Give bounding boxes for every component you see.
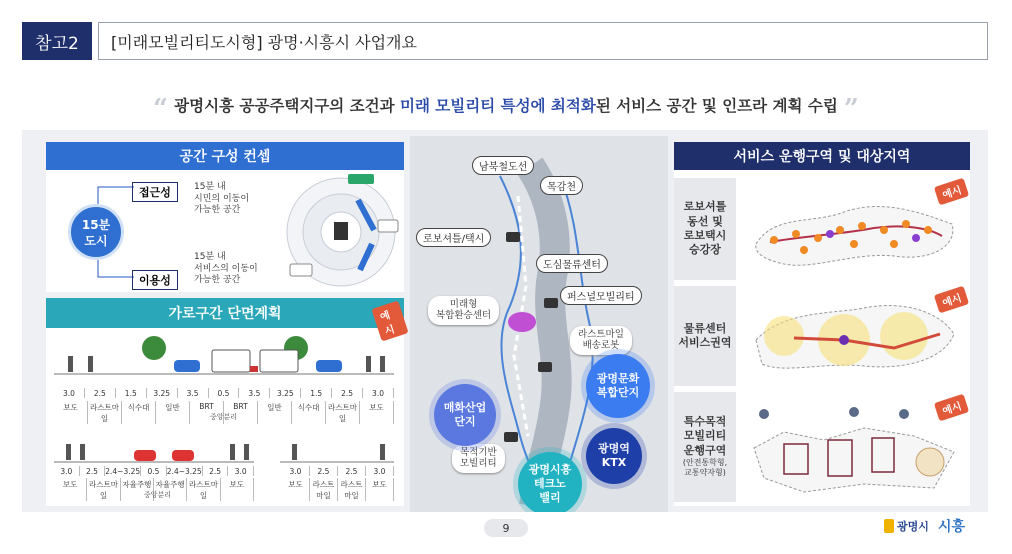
map-label-robotaxi: 로보셔틀/택시 (416, 228, 491, 247)
lane-label: 식수대 (122, 401, 156, 424)
headline-part2: 된 서비스 공간 및 인프라 계획 수립 (595, 97, 838, 115)
access-label: 접근성 (132, 182, 178, 202)
infographic (22, 130, 988, 512)
service-map-1 (744, 184, 964, 274)
district-map (410, 136, 668, 512)
access-desc-3: 가능한 공간 (194, 205, 241, 216)
map-label-purpose (452, 444, 505, 473)
lastmile-line1: 라스트마일 (578, 329, 624, 340)
culture-line2: 복합단지 (596, 386, 640, 399)
row3-l2: 모빌리티 (683, 429, 727, 443)
lane-width: 1.5 (116, 388, 147, 398)
circle-industry (434, 384, 496, 446)
lane-width: 3.25 (270, 388, 301, 398)
industry-line2: 단지 (454, 415, 476, 428)
headline (0, 94, 1012, 124)
circle-culture (586, 354, 650, 418)
use-desc-3: 가능한 공간 (194, 275, 241, 286)
headline-part1: 광명시흥 공공주택지구의 조건과 (174, 97, 395, 115)
row3-l3: 운행구역 (683, 443, 727, 457)
techno-line1: 광명시흥 (528, 463, 572, 477)
row2-l1: 물류센터 (683, 321, 727, 335)
street-title: 가로구간 단면계획 (46, 298, 404, 328)
lane-width: 3.0 (54, 466, 80, 476)
row1-l2: 동선 및 (687, 214, 723, 228)
use-desc-2: 서비스의 이동이 (194, 263, 258, 274)
lane-width: 2.5 (85, 388, 116, 398)
use-label: 이용성 (132, 270, 178, 290)
row3-l1: 특수목적 (683, 415, 727, 429)
purpose-line2: 모빌리티 (460, 458, 497, 470)
techno-line3: 밸리 (539, 490, 561, 504)
page-number: 9 (484, 519, 528, 537)
street-panel (46, 298, 404, 506)
lane-width: 2.5 (310, 466, 338, 476)
logo-gwangmyeong (884, 518, 929, 534)
service-map-2 (744, 290, 964, 382)
hub-line1: 미래형 (449, 299, 478, 310)
lane-label: 보도 (282, 478, 310, 501)
service-row1-label (674, 178, 736, 280)
use-desc-1: 15분 내 (194, 252, 226, 262)
lane-width: 1.5 (301, 388, 332, 398)
lane-width: 2.4~3.25 (166, 467, 202, 476)
lane-width: 3.0 (363, 388, 394, 398)
section-tag: 참고2 (22, 22, 92, 60)
lane-width: 0.5 (209, 388, 240, 398)
lane-label: 자율주행 (154, 478, 187, 501)
row1-l3: 로보택시 (683, 229, 727, 242)
lane-width: 2.5 (80, 466, 106, 476)
concept-title: 공간 구성 컨셉 (46, 142, 404, 170)
culture-line1: 광명문화 (596, 372, 640, 386)
lane-width: 2.5 (332, 388, 363, 398)
row2b-dims (282, 466, 394, 476)
lane-width: 2.4~3.25 (105, 467, 141, 476)
lane-label: 보도 (360, 401, 394, 424)
map-label-stream: 목감천 (540, 176, 583, 195)
service-badge-1: 예시 (934, 178, 970, 206)
lane-width: 3.0 (228, 466, 254, 476)
hub-line2: 복합환승센터 (436, 310, 492, 322)
row2-l2: 서비스권역 (678, 336, 732, 349)
section-header (22, 22, 988, 60)
service-map-3 (744, 398, 964, 498)
lane-label: 식수대 (292, 401, 326, 424)
ktx-line2: KTX (601, 456, 627, 469)
lane-label: 라스트마일 (310, 478, 338, 501)
service-badge-3: 예시 (934, 394, 970, 422)
lane-label: 라스트마일 (326, 401, 360, 424)
row3-sub2: 교통약자형) (684, 468, 726, 478)
lane-label: 라스트마일 (187, 478, 220, 501)
logo-siheung: 시흥 (938, 519, 966, 535)
circle-ktx (586, 428, 642, 484)
lane-width: 3.25 (147, 388, 178, 398)
lane-label: 라스트마일 (87, 478, 120, 501)
row1-center: 중앙분리 (210, 413, 238, 421)
row1-l4: 승강장 (689, 243, 721, 257)
row2a-center: 중앙분리 (144, 491, 172, 499)
lane-label: 라스트마일 (338, 478, 366, 501)
lane-width: 2.5 (203, 466, 229, 476)
row2a-dims (54, 466, 254, 476)
map-label-hub (428, 296, 499, 325)
city-badge-line2: 도시 (84, 233, 108, 248)
street-badge: 예시 (371, 301, 408, 342)
lane-label: BRT (190, 401, 224, 424)
street-section-lower (54, 426, 394, 466)
row1-dims (54, 388, 394, 398)
lane-label: 보도 (366, 478, 394, 501)
map-label-personal: 퍼스널모빌리티 (560, 286, 642, 305)
map-label-lastmile (570, 326, 632, 355)
circle-techno (518, 452, 582, 512)
lane-width: 3.5 (239, 388, 270, 398)
access-desc (194, 182, 249, 217)
lane-width: 3.5 (178, 388, 209, 398)
lane-label: 보도 (54, 478, 87, 501)
section-title: [미래모빌리티도시형] 광명·시흥시 사업개요 (98, 22, 988, 60)
row2b-labels (282, 478, 394, 501)
lane-label: 일반 (258, 401, 292, 424)
lane-label: 라스트마일 (88, 401, 122, 424)
gwangmyeong-emblem-icon (884, 519, 894, 533)
access-desc-1: 15분 내 (194, 182, 226, 192)
lane-width: 3.0 (54, 388, 85, 398)
service-title: 서비스 운행구역 및 대상지역 (674, 142, 970, 170)
service-panel (674, 142, 970, 506)
map-label-rail: 남북철도선 (472, 156, 534, 175)
logo1-text: 광명시 (897, 520, 929, 533)
lane-width: 2.5 (338, 466, 366, 476)
headline-highlight: 미래 모빌리티 특성에 최적화 (399, 97, 596, 115)
close-quote-icon: ” (843, 94, 859, 124)
purpose-line1: 목적기반 (460, 447, 497, 458)
row1-l1: 로보셔틀 (683, 200, 727, 214)
city-badge-line1: 15분 (81, 218, 111, 232)
lane-width: 0.5 (141, 466, 167, 476)
lane-width: 3.0 (366, 466, 394, 476)
use-desc (194, 252, 258, 287)
row3-sub1: (안전통학형, (682, 458, 728, 468)
service-badge-2: 예시 (934, 286, 970, 314)
service-row3-label (674, 392, 736, 502)
map-label-logistics: 도심물류센터 (536, 254, 608, 273)
lane-label: 보도 (54, 401, 88, 424)
open-quote-icon: “ (153, 94, 169, 124)
access-desc-2: 시민의 이동이 (194, 193, 250, 204)
lastmile-line2: 배송로봇 (582, 340, 620, 352)
lane-label: BRT (224, 401, 258, 424)
lane-label: 일반 (156, 401, 190, 424)
lane-width: 3.0 (282, 466, 310, 476)
street-section-upper (54, 332, 394, 378)
ring-diagram (276, 170, 406, 290)
service-row2-label (674, 286, 736, 386)
techno-line2: 테크노 (534, 477, 566, 491)
lane-label: 자율주행 (121, 478, 154, 501)
ktx-line1: 광명역 (598, 442, 630, 456)
concept-panel (46, 142, 404, 292)
industry-line1: 매화산업 (443, 401, 487, 415)
lane-label: 보도 (221, 478, 254, 501)
